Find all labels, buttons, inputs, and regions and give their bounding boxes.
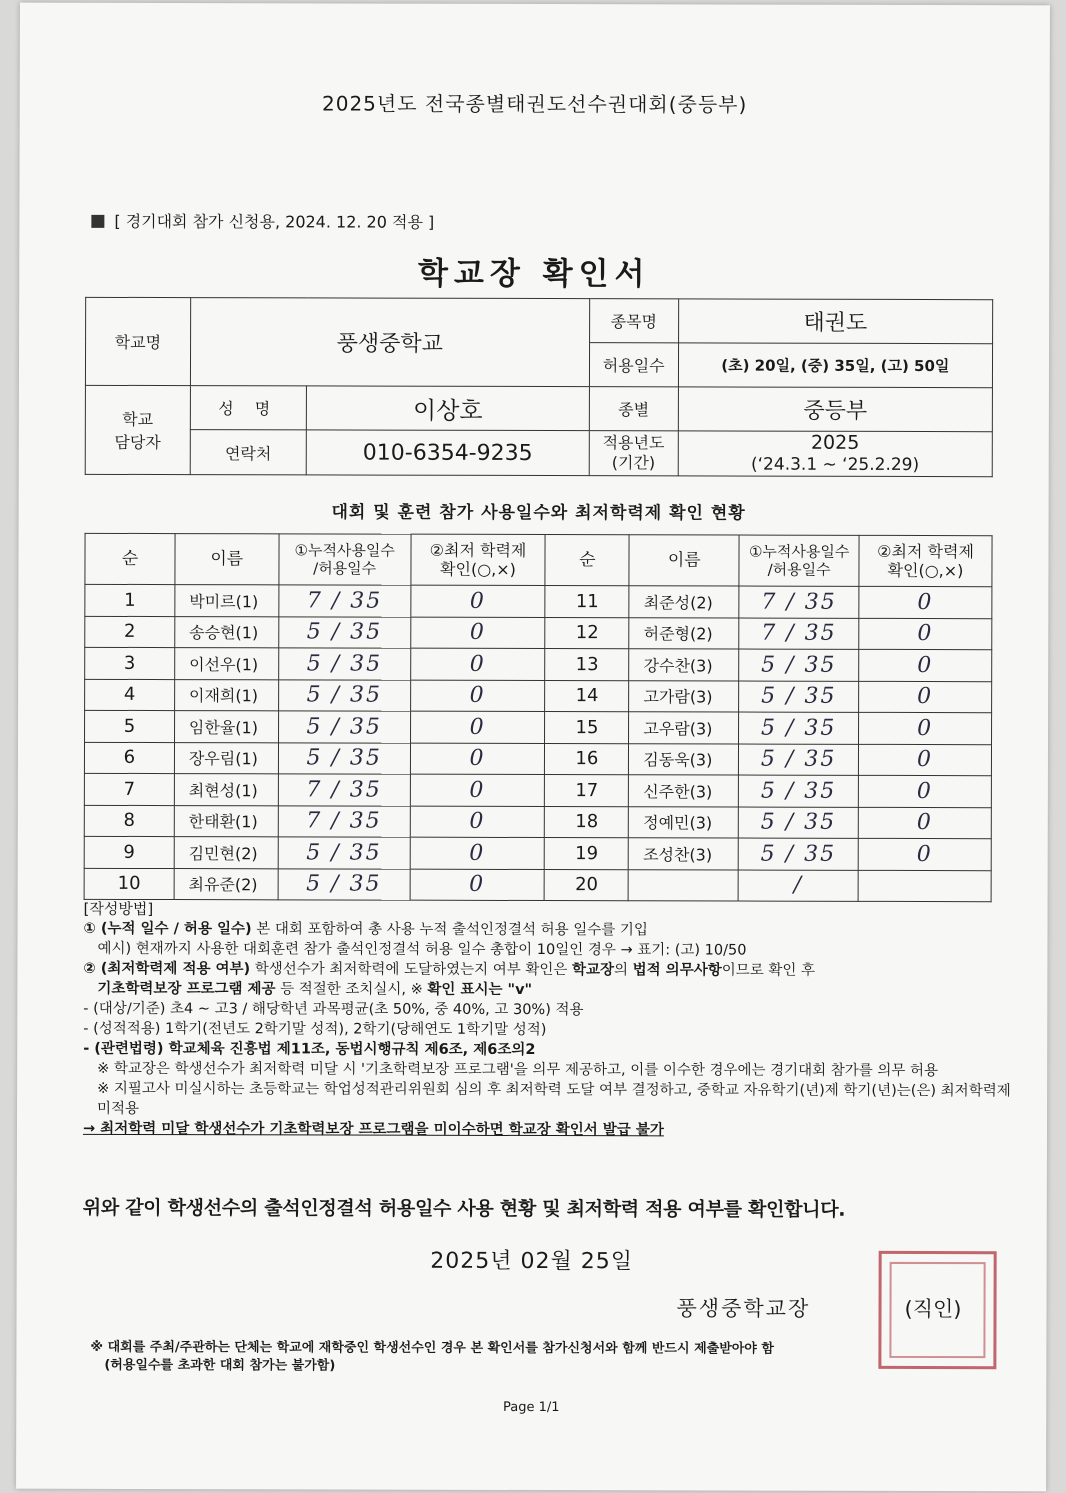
- days-label: 허용일수: [589, 343, 678, 387]
- cell-days: [278, 711, 410, 743]
- cell-no: 20: [545, 869, 629, 901]
- cell-check: [858, 807, 991, 839]
- method-line-9: ※ 지필고사 미실시하는 초등학교는 학업성적관리위원회 심의 후 최저학력 도달 여부 결정하고, 중학교 자유학기(년)제 학기(년)는(은) 최저학력제 미적용: [97, 1080, 1011, 1117]
- cell-check-value: 0: [469, 746, 486, 772]
- cell-days: [739, 712, 859, 744]
- method-line-10: → 최저학력 미달 학생선수가 기초학력보장 프로그램을 미이수하면 학교장 확인서 발급 불가: [82, 1120, 664, 1139]
- status-title: 대회 및 훈련 참가 사용일수와 최저학력제 확인 현황: [331, 502, 746, 524]
- cell-check-value: 0: [917, 715, 934, 741]
- cell-check: [410, 648, 545, 680]
- form-note: [91, 209, 434, 233]
- cell-name: 조성찬(3): [629, 838, 739, 870]
- cell-no: 18: [545, 806, 629, 838]
- cell-name: [628, 869, 738, 901]
- cell-days: [738, 807, 858, 839]
- method-line-3-label: ② (최저학력제 적용 여부): [83, 960, 251, 978]
- table-row: [85, 710, 992, 744]
- table-row: [84, 773, 991, 807]
- cell-days-value: 7 / 35: [761, 589, 837, 615]
- contact-label: 연락처: [190, 430, 307, 475]
- method-line-4: [83, 979, 1013, 1001]
- cell-check-value: 0: [469, 683, 486, 709]
- cell-check: [410, 743, 545, 775]
- cell-check: [410, 806, 545, 838]
- table-row: [84, 868, 991, 902]
- method-line-4-mark: 확인 표시는 "v": [427, 981, 533, 998]
- roster-body: [84, 584, 992, 901]
- cell-days: [739, 744, 859, 776]
- table-row: [85, 616, 992, 650]
- cell-name: 박미르(1): [175, 585, 279, 617]
- cell-days-value: 7 / 35: [761, 620, 837, 647]
- cell-check: [859, 744, 992, 776]
- cell-no: 12: [545, 617, 629, 649]
- method-line-3-tail: 이므로 확인 후: [721, 962, 816, 979]
- year-cell: [678, 431, 992, 477]
- cell-check-value: 0: [469, 840, 486, 866]
- cell-days: [739, 681, 859, 713]
- cell-no: 6: [84, 742, 174, 774]
- cell-check-value: 0: [916, 747, 934, 773]
- cell-no: 2: [85, 616, 175, 648]
- cell-check-value: 0: [917, 589, 934, 615]
- cell-check: [410, 711, 545, 743]
- cell-days: [739, 586, 859, 618]
- cell-check: [859, 712, 992, 744]
- footnote: [90, 1339, 1020, 1377]
- col-name: 이름: [175, 534, 279, 585]
- method-line-4-text: 등 적절한 조치실시, ※: [275, 981, 428, 998]
- cell-check-value: 0: [469, 620, 486, 646]
- footnote-line-1: ※ 대회를 주최/주관하는 단체는 학교에 재학중인 학생선수인 경우 본 확인서를 참가신청서와 함께 반드시 제출받아야 함: [90, 1339, 774, 1357]
- document-sheet: [16, 3, 1050, 1492]
- cell-check-value: 0: [469, 714, 486, 740]
- method-line-3-text: 학생선수가 최저학력에 도달하였는지 여부 확인은: [250, 961, 572, 979]
- col-check: ②최저 학력제 확인(○,×): [859, 535, 992, 586]
- cell-days: [279, 585, 411, 617]
- cell-check: [859, 618, 992, 650]
- roster-table: [84, 533, 993, 902]
- cell-name: 정예민(3): [629, 806, 739, 838]
- cell-check-value: 0: [917, 684, 934, 710]
- cell-check: [410, 869, 545, 901]
- cell-no: 7: [84, 773, 174, 805]
- method-line-8: ※ 학교장은 학생선수가 최저학력 미달 시 '기초학력보장 프로그램'을 의무 제공하고, 이를 이수한 경우에는 경기대회 참가를 의무 허용: [97, 1060, 939, 1080]
- cell-check: [859, 649, 992, 681]
- cell-days: [279, 616, 411, 648]
- cell-days-value: 7 / 35: [306, 808, 382, 834]
- cell-days: [738, 838, 858, 870]
- sport-value: 태권도: [678, 299, 992, 344]
- cell-days-value: 5 / 35: [306, 745, 382, 771]
- cell-name: 신주한(3): [629, 775, 739, 807]
- days-value: (초) 20일, (중) 35일, (고) 50일: [678, 343, 992, 388]
- sport-label: 종목명: [589, 299, 678, 343]
- cell-days: [278, 742, 410, 774]
- cell-check-value: 0: [469, 588, 486, 614]
- cell-name: 고가람(3): [629, 680, 739, 712]
- confirmation-text: 위와 같이 학생선수의 출석인정결석 허용일수 사용 현황 및 최저학력 적용 여부를 확인합니다.: [82, 1196, 846, 1221]
- info-table: [85, 297, 993, 477]
- cell-name: 최준성(2): [629, 586, 739, 618]
- table-row: [85, 647, 992, 681]
- cell-name: 김민현(2): [174, 837, 278, 869]
- division-label: 종별: [589, 387, 678, 431]
- cell-check: [859, 586, 992, 618]
- cell-days-value: 5 / 35: [760, 841, 837, 867]
- cell-no: 4: [85, 679, 175, 711]
- school-name: 풍생중학교: [190, 298, 589, 387]
- cell-check: [858, 838, 991, 870]
- cell-days: [739, 618, 859, 650]
- cell-days: [738, 870, 858, 902]
- cell-days-value: 5 / 35: [760, 715, 837, 741]
- cell-no: 17: [545, 775, 629, 807]
- cell-name: 고우람(3): [629, 712, 739, 744]
- col-check: ②최저 학력제 확인(○,×): [411, 534, 546, 585]
- cell-days: [739, 775, 859, 807]
- col-no: 순: [545, 535, 629, 586]
- signer: 풍생중학교장: [676, 1296, 811, 1321]
- cell-name: 이재희(1): [174, 679, 278, 711]
- year-label: 적용년도 (기간): [589, 431, 678, 476]
- manager-label: 학교 담당자: [85, 385, 190, 474]
- cell-name: 임한율(1): [174, 711, 278, 743]
- page-number: Page 1/1: [502, 1399, 560, 1416]
- cell-check-value: 0: [469, 777, 486, 803]
- cell-no: 11: [545, 586, 629, 618]
- col-days: ①누적사용일수 /허용일수: [739, 535, 859, 586]
- cell-name: 이선우(1): [175, 648, 279, 680]
- period-value: (‘24.3.1 ~ ‘25.2.29): [751, 454, 920, 476]
- cell-days-value: 5 / 35: [306, 840, 382, 866]
- footnote-line-2: (허용일수를 초과한 대회 참가는 불가함): [104, 1357, 336, 1374]
- cell-no: 16: [545, 743, 629, 775]
- table-row: [84, 742, 991, 776]
- cell-days-value: 5 / 35: [306, 682, 383, 708]
- method-section: [83, 899, 1014, 1141]
- division-value: 중등부: [678, 387, 992, 432]
- col-name: 이름: [629, 535, 739, 586]
- cell-days-value: 5 / 35: [761, 652, 837, 678]
- cell-no: 13: [545, 649, 629, 681]
- year-value: 2025: [810, 431, 860, 454]
- table-row: [84, 805, 991, 839]
- cell-check-value: 0: [916, 841, 933, 867]
- table-row: [84, 836, 991, 870]
- method-line-3-particle: 의: [613, 962, 633, 979]
- cell-days: [278, 679, 410, 711]
- cell-check-value: 0: [469, 809, 486, 835]
- cell-days-value: 5 / 35: [306, 714, 382, 740]
- cell-days-value: 5 / 35: [760, 778, 837, 804]
- cell-name: 강수찬(3): [629, 649, 739, 681]
- cell-name: 한태환(1): [174, 805, 278, 837]
- cell-days-value: 7 / 35: [306, 777, 382, 803]
- cell-check-value: 0: [917, 652, 934, 678]
- cell-days: [278, 805, 410, 837]
- cell-check: [410, 585, 545, 617]
- cell-name: 허준형(2): [629, 617, 739, 649]
- square-bullet-icon: [91, 215, 104, 228]
- method-line-4-program: 기초학력보장 프로그램 제공: [97, 980, 276, 998]
- cell-name: 송승현(1): [175, 616, 279, 648]
- cell-days-value: 5 / 35: [760, 746, 837, 773]
- cell-days: [739, 649, 859, 681]
- cell-check: [410, 837, 545, 869]
- cell-no: 19: [545, 838, 629, 870]
- cell-no: 15: [545, 712, 629, 744]
- cell-days-value: 5 / 35: [760, 809, 837, 836]
- cell-days: [278, 837, 410, 869]
- cell-name: 최현성(1): [174, 774, 278, 806]
- method-line-7: - (관련법령) 학교체육 진흥법 제11조, 동법시행규칙 제6조, 제6조의2: [83, 1040, 536, 1059]
- issue-date: 2025년 02월 25일: [430, 1248, 634, 1275]
- cell-check-value: 0: [916, 810, 933, 836]
- cell-check: [859, 681, 992, 713]
- cell-days-value: 5 / 35: [306, 651, 383, 677]
- col-no: 순: [85, 533, 175, 584]
- cell-no: 9: [84, 836, 174, 868]
- cell-days-value: 7 / 35: [306, 588, 383, 614]
- cell-name: 최유준(2): [174, 868, 278, 900]
- method-heading: [작성방법]: [83, 899, 154, 919]
- cell-no: 14: [545, 680, 629, 712]
- cell-check: [858, 775, 991, 807]
- cell-days-value: 5 / 35: [306, 871, 382, 897]
- cell-days-value: /: [793, 872, 804, 898]
- school-label: 학교명: [85, 297, 190, 385]
- table-row: [85, 584, 992, 618]
- cell-no: 1: [85, 584, 175, 616]
- cell-days-value: 5 / 35: [306, 619, 383, 645]
- cell-check-value: 0: [469, 872, 486, 898]
- cell-check-value: 0: [917, 621, 934, 647]
- event-title: 2025년도 전국종별태권도선수권대회(중등부): [321, 91, 748, 117]
- method-line-3: [83, 959, 1013, 981]
- cell-name: 김동욱(3): [629, 743, 739, 775]
- cell-no: 3: [85, 647, 175, 679]
- cell-days: [278, 648, 410, 680]
- cell-check: [410, 680, 545, 712]
- method-line-3-principal: 학교장: [571, 962, 615, 979]
- cell-days-value: 5 / 35: [761, 683, 837, 710]
- cell-check: [410, 774, 545, 806]
- col-days: ①누적사용일수 /허용일수: [279, 534, 411, 585]
- document-title: 학교장 확인서: [417, 255, 651, 293]
- cell-name: 장우림(1): [174, 742, 278, 774]
- cell-check-value: 0: [469, 651, 486, 677]
- cell-no: 10: [84, 868, 174, 900]
- method-line-2: 예시) 현재까지 사용한 대회훈련 참가 출석인정결석 허용 일수 총합이 10일인 경우 → 표기: (고) 10/50: [97, 940, 747, 959]
- method-line-1-text: 본 대회 포함하여 총 사용 누적 출석인정결석 허용 일수를 기입: [251, 921, 648, 939]
- cell-days: [278, 868, 410, 900]
- contact-value: 010-6354-9235: [306, 430, 589, 476]
- seal-label: (직인): [904, 1296, 962, 1322]
- cell-no: 5: [85, 710, 175, 742]
- name-label: 성 명: [190, 386, 307, 430]
- method-line-5: - (대상/기준) 초4 ~ 고3 / 해당학년 과목평균(초 50%, 중 40%, 고 30%) 적용: [83, 1000, 584, 1019]
- cell-check-value: 0: [916, 778, 933, 804]
- cell-check: [410, 617, 545, 649]
- table-row: [85, 679, 992, 713]
- form-note-text: [ 경기대회 참가 신청용, 2024. 12. 20 적용 ]: [114, 211, 435, 232]
- cell-check: [858, 870, 991, 902]
- method-line-1: [83, 919, 1013, 941]
- manager-name: 이상호: [306, 386, 589, 431]
- method-line-1-label: ① (누적 일수 / 허용 일수): [83, 920, 252, 938]
- cell-days: [278, 774, 410, 806]
- method-line-3-duty: 법적 의무사항: [632, 962, 722, 979]
- method-line-6: - (성적적용) 1학기(전년도 2학기말 성적), 2학기(당해연도 1학기말 성적): [83, 1020, 547, 1039]
- cell-no: 8: [84, 805, 174, 837]
